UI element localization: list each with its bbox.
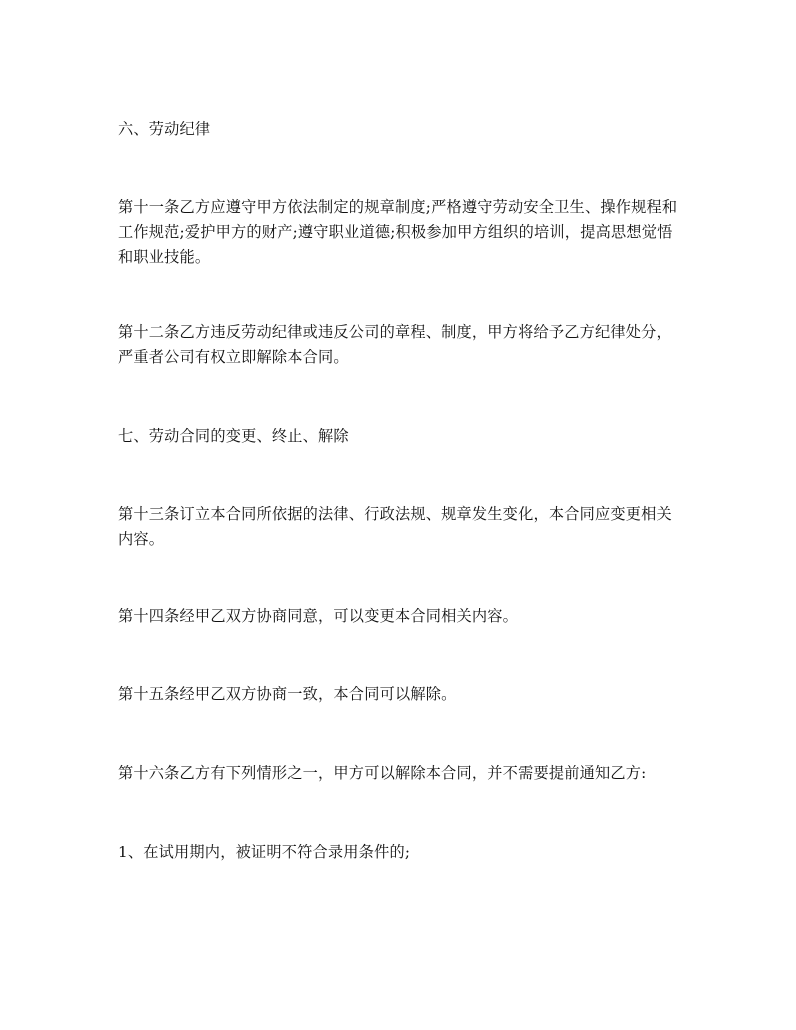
article-13-paragraph: 第十三条订立本合同所依据的法律、行政法规、规章发生变化，本合同应变更相关内容。 xyxy=(118,505,672,548)
article-15-paragraph: 第十五条经甲乙双方协商一致，本合同可以解除。 xyxy=(118,685,457,703)
article-14-paragraph: 第十四条经甲乙双方协商同意，可以变更本合同相关内容。 xyxy=(118,607,519,625)
section-heading-contract-change: 七、劳动合同的变更、终止、解除 xyxy=(118,427,349,445)
article-12-paragraph: 第十二条乙方违反劳动纪律或违反公司的章程、制度，甲方将给予乙方纪律处分，严重者公司有权立即解除本合同。 xyxy=(118,323,672,366)
section-heading-labor-discipline: 六、劳动纪律 xyxy=(118,120,211,138)
list-item-1: 1、在试用期内，被证明不符合录用条件的; xyxy=(118,843,411,861)
article-11-paragraph: 第十一条乙方应遵守甲方依法制定的规章制度;严格遵守劳动安全卫生、操作规程和工作规范;爱护甲方的财产;遵守职业道德;积极参加甲方组织的培训，提高思想觉悟和职业技能。 xyxy=(118,198,678,266)
article-16-paragraph: 第十六条乙方有下列情形之一，甲方可以解除本合同，并不需要提前通知乙方: xyxy=(118,764,647,782)
